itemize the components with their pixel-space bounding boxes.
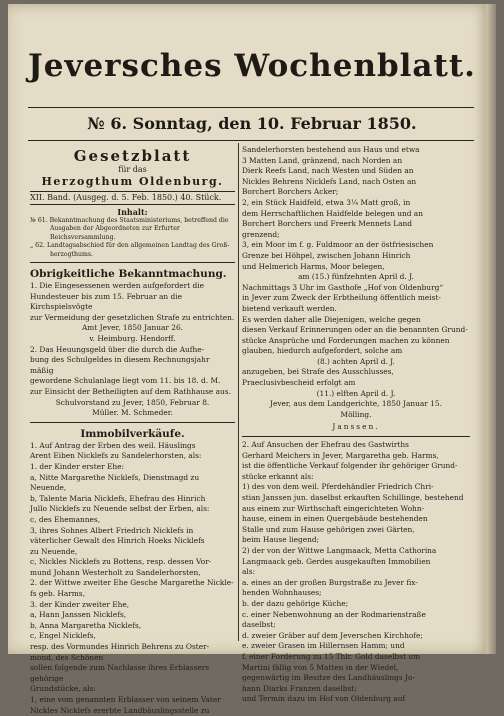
herzogthum-heading: Herzogthum Oldenburg. — [41, 175, 224, 188]
inhalt-list — [30, 217, 235, 259]
text-line: e. zweier Grasen im Hillernsen Hamm; und — [242, 641, 405, 651]
text-line: 1. der Kinder erster Ehe: — [30, 461, 124, 471]
text-line: Borchert Borchers und Freerk Mennets Land — [242, 219, 413, 229]
text-line: Jever, aus dem Landgerichte, 1850 Januar 15. — [270, 399, 442, 409]
text-line: 2, ein Stück Haidfeld, etwa 3¼ Matt groß, in — [242, 197, 411, 207]
text-line: als: — [242, 567, 256, 577]
signature-line: v. Heimburg. Hendorff. — [89, 334, 176, 343]
text-line: d. zweier Gräber auf dem Jeverschen Kirchhofe; — [242, 630, 423, 640]
text-line: a, Nitte Margarethe Nicklefs, Dienstmagd zu Neuende, — [30, 472, 200, 493]
signature-jansen: Janssen. — [332, 422, 380, 432]
left-column — [30, 145, 235, 716]
text-line: Arent Eiben Nicklefs zu Sandelerhorsten, als: — [30, 451, 202, 461]
text-line: 1) des von dem weil. Pferdehändler Friedrich Chri- — [242, 482, 434, 492]
text-line: bung des Schulgeldes in diesem Rechnungsjahr mäßig — [30, 355, 210, 375]
text-line: c. einer Nebenwohnung an der Rodmarienstraße — [242, 609, 426, 619]
masthead-title: Jeversches Wochenblatt. — [28, 48, 476, 84]
inhalt-line: herzogthums. — [50, 250, 94, 258]
text-line: hann Diarks Franzen daselbst; — [242, 683, 357, 693]
fuer-das-text: für das — [118, 165, 147, 174]
text-line: glauben, hiedurch aufgefordert, solche am — [242, 346, 403, 356]
text-line: resp. des Vormundes Hinrich Behrens zu Oster- — [30, 642, 210, 652]
text-line: Amt Jever, 1850 Januar 26. — [81, 323, 184, 333]
text-line: stücke Ansprüche und Forderungen machen zu können — [242, 335, 450, 345]
text-line: 2. Auf Ansuchen der Ehefrau des Gastwirths — [242, 440, 409, 450]
verkauf-body-2 — [242, 440, 470, 705]
text-line: c, des Ehemannes, — [30, 514, 101, 524]
signature-line: Müller. M. Schmeder. — [92, 408, 173, 418]
immobilverkaeufe-body — [30, 441, 235, 716]
text-line: hause, einem in einen Quergebäude bestehenden — [242, 514, 428, 524]
text-line: b, Talente Maria Nicklefs, Ehefrau des Hinrich — [30, 493, 206, 503]
text-line: zur Vermeidung der gesetzlichen Strafe zu entrichten. — [30, 312, 235, 322]
text-line: Jullo Nicklefs zu Neuende selbst der Erben, als: — [30, 504, 210, 514]
text-line: 1. Auf Antrag der Erben des weil. Häuslings — [30, 440, 196, 450]
band-line: XII. Band. (Ausgeg. d. 5. Feb. 1850.) 40. Stück. — [30, 191, 235, 205]
text-line: 2. der Wittwe zweiter Ehe Gesche Margarethe Nickle- — [30, 578, 234, 588]
text-line: 2) der von der Wittwe Langmaack, Metta Cathorina — [242, 545, 437, 555]
text-line: 1. Die Eingesessenen werden aufgefordert die — [30, 281, 205, 291]
text-line: Sandelerhorsten bestehend aus Haus und etwa — [242, 145, 420, 154]
text-line: f. einer Forderung zu 15 Thlr. Gold daselbst um — [242, 651, 421, 661]
text-line: Es werden daher alle Diejenigen, welche gegen — [242, 314, 421, 324]
inhalt-line: „ 62. Landtagsabschied für den allgemeinen Landtag des Groß- — [30, 242, 230, 250]
text-line: und Termin dazu im Hof von Oldenburg auf — [242, 694, 406, 704]
text-line: a, Hann Janssen Nicklefs, — [30, 610, 127, 620]
text-line: Nachmittags 3 Uhr im Gasthofe „Hof von Oldenburg“ — [242, 282, 444, 292]
text-line: beim Hause liegend; — [242, 535, 320, 545]
verkauf-body — [242, 145, 470, 420]
text-line: b, Anna Margaretha Nicklefs, — [30, 620, 142, 630]
text-line: fs geb. Harms, — [30, 589, 85, 599]
text-line: sollen folgende zum Nachlasse ihres Erblassers gehörige — [30, 663, 210, 683]
text-line: stian Janssen jun. daselbst erkauften Schillinge, bestehend — [242, 493, 464, 502]
text-line: 3. der Kinder zweiter Ehe, — [30, 599, 130, 609]
date-line: (8.) achten April d. J. — [317, 356, 395, 366]
text-line: c, Engel Nicklefs, — [30, 631, 96, 641]
issue-line: № 6. Sonntag, den 10. Februar 1850. — [87, 114, 417, 133]
text-line: henden Wohnhauses; — [242, 588, 322, 598]
text-line: Grenze bei Höhpel, zwischen Johann Hinrich — [242, 250, 411, 260]
inhalt-line: № 61. Bekanntmachung des Staatsministeriums, betreffend die — [30, 217, 229, 224]
date-line: (11.) elften April d. J. — [316, 388, 396, 398]
column-divider — [238, 143, 239, 641]
text-line: zu Neuende, — [30, 546, 78, 556]
text-line: Praeclusivbescheid erfolgt am — [242, 378, 356, 388]
text-line: 3, ihres Sohnes Albert Friedrich Nicklefs in — [30, 525, 194, 535]
date-line: am (15.) fünfzehnten April d. J. — [298, 272, 414, 282]
text-line: in Jever zum Zweck der Erbtheilung öffentlich meist- — [242, 293, 441, 303]
text-line: gewordene Schulanlage liegt vom 11. bis 18. d. M. — [30, 376, 221, 386]
page-edge — [486, 4, 496, 654]
text-line: anzugeben, bei Strafe des Ausschlusses, — [242, 367, 394, 377]
text-line: daselbst; — [242, 620, 276, 630]
text-line: grenzend; — [242, 229, 280, 239]
section-separator — [30, 262, 235, 263]
text-line: 1, eine vom genannten Erblasser von seinem Vater — [30, 695, 221, 704]
text-line: dem Herrschaftlichen Haidfelde belegen und an — [242, 208, 423, 218]
text-line: ist die öffentliche Verkauf folgender ihr gehöriger Grund- — [242, 461, 458, 471]
text-line: Dierk Reefs Land, nach Westen und Süden an — [242, 166, 414, 176]
text-line: Borchert Borchers Acker; — [242, 187, 339, 197]
text-line: Grundstücke, als: — [30, 684, 96, 694]
text-line: 3, ein Moor im f. g. Fuldmoor an der östfriesischen — [242, 240, 434, 250]
text-line: Langmaack geb. Gerdes ausgekauften Immobilien — [242, 556, 431, 566]
text-line: Gerhard Meichers in Jever, Margaretha geb. Harms, — [242, 450, 439, 460]
text-line: und Helmerich Harms, Moor belegen, — [242, 261, 385, 271]
issue-rule — [28, 140, 474, 141]
right-column — [242, 145, 470, 705]
text-line: Stalle und zum Hause gehörigen zwei Gärten, — [242, 524, 415, 534]
obrigkeitliche-heading: Obrigkeitliche Bekanntmachung. — [30, 268, 227, 281]
text-line: 2. Das Heuungsgeld über die durch die Aufhe- — [30, 344, 205, 354]
section-separator — [30, 422, 235, 423]
text-line: gegenwärtig im Besitze des Landhäuslings Jo- — [242, 673, 415, 683]
text-line: bietend verkauft werden. — [242, 303, 337, 313]
immobilverkaeufe-heading: Immobilverkäufe. — [80, 427, 185, 440]
text-line: Schulvorstand zu Jever, 1850, Februar 8. — [55, 397, 210, 407]
text-line: diesen Verkauf Erinnerungen oder an die benannten Grund- — [242, 325, 468, 335]
text-line: Martini fällig von 5 Matten in der Wiedel, — [242, 662, 399, 672]
text-line: Nickles Behrens Nicklefs Land, nach Osten an — [242, 176, 417, 186]
gesetzblatt-heading: Gesetzblatt — [73, 147, 192, 165]
text-line: b. der dazu gehörige Küche; — [242, 598, 349, 608]
text-line: zur Einsicht der Betheiligten auf dem Rathhause aus. — [30, 386, 231, 396]
text-line: mond, des Schönen — [30, 652, 104, 662]
text-line: mund Johann Westerholt zu Sandelerhorsten, — [30, 567, 201, 577]
text-line: stücke erkannt als: — [242, 471, 314, 481]
text-line: c, Nickles Nicklefs zu Bottens, resp. dessen Vor- — [30, 557, 212, 567]
signature-line: Mölling. — [340, 409, 372, 419]
text-line: Hundesteuer bis zum 15. Februar an die Kirchspielsvögte — [30, 291, 182, 312]
text-line: 3 Matten Land, gränzend, nach Norden an — [242, 155, 403, 165]
text-line: a. eines an der großen Burgstraße zu Jever fix- — [242, 577, 418, 587]
inhalt-label: Inhalt: — [117, 207, 148, 217]
section-separator — [242, 436, 470, 437]
text-line: Nickles Nicklefs ererbte Landbäuslingsstelle zu — [30, 705, 210, 715]
obrigkeitliche-body — [30, 281, 235, 419]
text-line: väterlicher Gewalt des Hinrich Hoeks Nicklefs — [30, 536, 205, 546]
inhalt-line: Ausgaben der Abgeordneten zur Erfurter Reichsversammlung. — [50, 225, 180, 241]
text-line: aus einem zur Wirthschaft eingerichteten Wohn- — [242, 503, 425, 513]
masthead-rule — [28, 107, 474, 108]
